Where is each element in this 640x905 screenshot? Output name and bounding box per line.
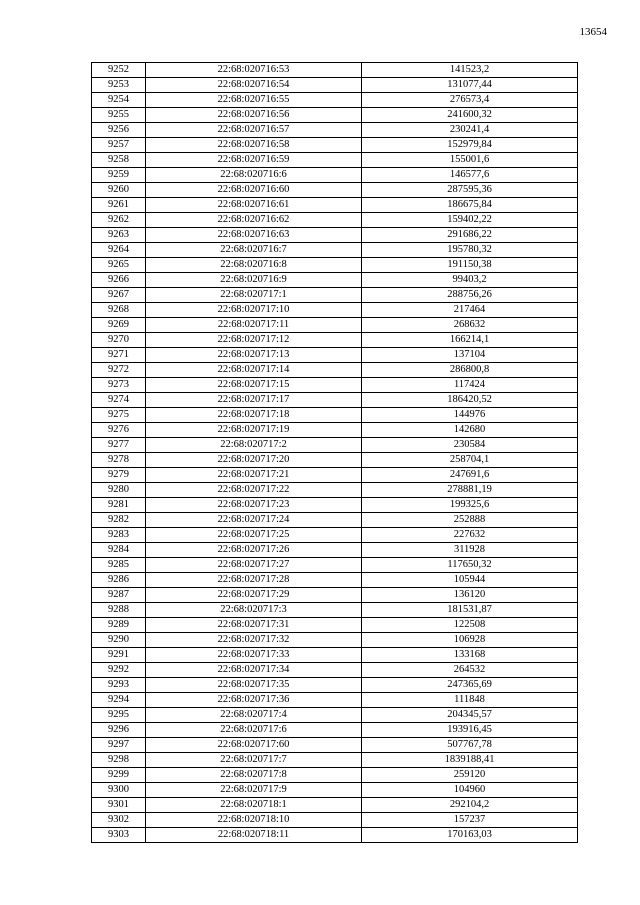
row-number-cell: 9287 bbox=[92, 588, 146, 603]
row-number-cell: 9300 bbox=[92, 783, 146, 798]
table-row bbox=[92, 618, 578, 633]
cadastral-value-cell: 291686,22 bbox=[362, 228, 578, 243]
table-row bbox=[92, 813, 578, 828]
table-row bbox=[92, 633, 578, 648]
table-row bbox=[92, 543, 578, 558]
row-number-cell: 9285 bbox=[92, 558, 146, 573]
table-row bbox=[92, 153, 578, 168]
cadastral-value-cell: 186675,84 bbox=[362, 198, 578, 213]
cadastral-number-cell: 22:68:020717:13 bbox=[146, 348, 362, 363]
table-row bbox=[92, 783, 578, 798]
table-row bbox=[92, 708, 578, 723]
cadastral-number-cell: 22:68:020717:25 bbox=[146, 528, 362, 543]
table-row bbox=[92, 423, 578, 438]
table-row bbox=[92, 258, 578, 273]
cadastral-value-cell: 252888 bbox=[362, 513, 578, 528]
table-row bbox=[92, 588, 578, 603]
row-number-cell: 9261 bbox=[92, 198, 146, 213]
row-number-cell: 9282 bbox=[92, 513, 146, 528]
cadastral-number-cell: 22:68:020716:58 bbox=[146, 138, 362, 153]
row-number-cell: 9260 bbox=[92, 183, 146, 198]
table-row bbox=[92, 363, 578, 378]
row-number-cell: 9279 bbox=[92, 468, 146, 483]
cadastral-value-cell: 1839188,41 bbox=[362, 753, 578, 768]
table-row bbox=[92, 513, 578, 528]
table-row bbox=[92, 558, 578, 573]
row-number-cell: 9254 bbox=[92, 93, 146, 108]
cadastral-value-cell: 287595,36 bbox=[362, 183, 578, 198]
cadastral-number-cell: 22:68:020716:7 bbox=[146, 243, 362, 258]
cadastral-number-cell: 22:68:020716:56 bbox=[146, 108, 362, 123]
row-number-cell: 9276 bbox=[92, 423, 146, 438]
cadastral-value-cell: 170163,03 bbox=[362, 828, 578, 843]
row-number-cell: 9271 bbox=[92, 348, 146, 363]
row-number-cell: 9283 bbox=[92, 528, 146, 543]
table-row bbox=[92, 663, 578, 678]
cadastral-value-cell: 142680 bbox=[362, 423, 578, 438]
cadastral-value-cell: 191150,38 bbox=[362, 258, 578, 273]
cadastral-value-cell: 104960 bbox=[362, 783, 578, 798]
cadastral-number-cell: 22:68:020717:7 bbox=[146, 753, 362, 768]
table-row bbox=[92, 183, 578, 198]
row-number-cell: 9267 bbox=[92, 288, 146, 303]
cadastral-number-cell: 22:68:020717:26 bbox=[146, 543, 362, 558]
row-number-cell: 9296 bbox=[92, 723, 146, 738]
cadastral-number-cell: 22:68:020717:28 bbox=[146, 573, 362, 588]
cadastral-value-cell: 133168 bbox=[362, 648, 578, 663]
cadastral-value-cell: 136120 bbox=[362, 588, 578, 603]
row-number-cell: 9256 bbox=[92, 123, 146, 138]
row-number-cell: 9278 bbox=[92, 453, 146, 468]
cadastral-value-cell: 247365,69 bbox=[362, 678, 578, 693]
table-row bbox=[92, 273, 578, 288]
table-row bbox=[92, 603, 578, 618]
row-number-cell: 9293 bbox=[92, 678, 146, 693]
row-number-cell: 9253 bbox=[92, 78, 146, 93]
row-number-cell: 9295 bbox=[92, 708, 146, 723]
row-number-cell: 9299 bbox=[92, 768, 146, 783]
table-row bbox=[92, 228, 578, 243]
table-row bbox=[92, 438, 578, 453]
cadastral-number-cell: 22:68:020716:59 bbox=[146, 153, 362, 168]
cadastral-number-cell: 22:68:020717:6 bbox=[146, 723, 362, 738]
table-row bbox=[92, 468, 578, 483]
cadastral-value-cell: 105944 bbox=[362, 573, 578, 588]
cadastral-value-cell: 159402,22 bbox=[362, 213, 578, 228]
cadastral-value-cell: 247691,6 bbox=[362, 468, 578, 483]
row-number-cell: 9258 bbox=[92, 153, 146, 168]
row-number-cell: 9277 bbox=[92, 438, 146, 453]
row-number-cell: 9288 bbox=[92, 603, 146, 618]
cadastral-value-cell: 288756,26 bbox=[362, 288, 578, 303]
table-row bbox=[92, 138, 578, 153]
row-number-cell: 9274 bbox=[92, 393, 146, 408]
row-number-cell: 9303 bbox=[92, 828, 146, 843]
cadastral-number-cell: 22:68:020717:12 bbox=[146, 333, 362, 348]
row-number-cell: 9281 bbox=[92, 498, 146, 513]
table-row bbox=[92, 753, 578, 768]
cadastral-number-cell: 22:68:020717:32 bbox=[146, 633, 362, 648]
cadastral-number-cell: 22:68:020718:10 bbox=[146, 813, 362, 828]
row-number-cell: 9272 bbox=[92, 363, 146, 378]
table-row bbox=[92, 768, 578, 783]
cadastral-number-cell: 22:68:020717:1 bbox=[146, 288, 362, 303]
row-number-cell: 9275 bbox=[92, 408, 146, 423]
cadastral-number-cell: 22:68:020717:27 bbox=[146, 558, 362, 573]
table-row bbox=[92, 528, 578, 543]
cadastral-value-cell: 230241,4 bbox=[362, 123, 578, 138]
table-row bbox=[92, 678, 578, 693]
cadastral-value-cell: 155001,6 bbox=[362, 153, 578, 168]
cadastral-value-cell: 278881,19 bbox=[362, 483, 578, 498]
row-number-cell: 9259 bbox=[92, 168, 146, 183]
table-row bbox=[92, 483, 578, 498]
table-row bbox=[92, 828, 578, 843]
row-number-cell: 9270 bbox=[92, 333, 146, 348]
table-row bbox=[92, 123, 578, 138]
cadastral-number-cell: 22:68:020716:53 bbox=[146, 63, 362, 78]
table-row bbox=[92, 78, 578, 93]
table-row bbox=[92, 213, 578, 228]
cadastral-number-cell: 22:68:020717:15 bbox=[146, 378, 362, 393]
table-row bbox=[92, 723, 578, 738]
row-number-cell: 9273 bbox=[92, 378, 146, 393]
table-row bbox=[92, 408, 578, 423]
cadastral-value-cell: 204345,57 bbox=[362, 708, 578, 723]
cadastral-number-cell: 22:68:020717:29 bbox=[146, 588, 362, 603]
table-row bbox=[92, 693, 578, 708]
page-number: 13654 bbox=[579, 26, 607, 38]
cadastral-number-cell: 22:68:020716:60 bbox=[146, 183, 362, 198]
row-number-cell: 9262 bbox=[92, 213, 146, 228]
cadastral-value-cell: 227632 bbox=[362, 528, 578, 543]
cadastral-value-cell: 199325,6 bbox=[362, 498, 578, 513]
row-number-cell: 9291 bbox=[92, 648, 146, 663]
table-row bbox=[92, 243, 578, 258]
cadastral-number-cell: 22:68:020717:17 bbox=[146, 393, 362, 408]
cadastral-value-cell: 111848 bbox=[362, 693, 578, 708]
cadastral-number-cell: 22:68:020718:1 bbox=[146, 798, 362, 813]
cadastral-value-cell: 268632 bbox=[362, 318, 578, 333]
cadastral-value-cell: 137104 bbox=[362, 348, 578, 363]
cadastral-number-cell: 22:68:020716:57 bbox=[146, 123, 362, 138]
table-row bbox=[92, 318, 578, 333]
cadastral-number-cell: 22:68:020717:18 bbox=[146, 408, 362, 423]
table-row bbox=[92, 738, 578, 753]
cadastral-value-cell: 186420,52 bbox=[362, 393, 578, 408]
cadastral-number-cell: 22:68:020717:10 bbox=[146, 303, 362, 318]
cadastral-value-cell: 157237 bbox=[362, 813, 578, 828]
table-row bbox=[92, 348, 578, 363]
cadastral-value-cell: 141523,2 bbox=[362, 63, 578, 78]
cadastral-value-cell: 507767,78 bbox=[362, 738, 578, 753]
cadastral-number-cell: 22:68:020717:19 bbox=[146, 423, 362, 438]
cadastral-number-cell: 22:68:020717:22 bbox=[146, 483, 362, 498]
cadastral-number-cell: 22:68:020717:21 bbox=[146, 468, 362, 483]
cadastral-value-cell: 276573,4 bbox=[362, 93, 578, 108]
table-row bbox=[92, 63, 578, 78]
cadastral-number-cell: 22:68:020717:11 bbox=[146, 318, 362, 333]
cadastral-value-cell: 144976 bbox=[362, 408, 578, 423]
table-row bbox=[92, 648, 578, 663]
cadastral-value-cell: 131077,44 bbox=[362, 78, 578, 93]
cadastral-number-cell: 22:68:020717:35 bbox=[146, 678, 362, 693]
row-number-cell: 9298 bbox=[92, 753, 146, 768]
cadastral-value-cell: 311928 bbox=[362, 543, 578, 558]
cadastral-value-cell: 258704,1 bbox=[362, 453, 578, 468]
table-row bbox=[92, 378, 578, 393]
cadastral-value-cell: 264532 bbox=[362, 663, 578, 678]
table-row bbox=[92, 573, 578, 588]
cadastral-value-cell: 166214,1 bbox=[362, 333, 578, 348]
cadastral-value-cell: 195780,32 bbox=[362, 243, 578, 258]
cadastral-number-cell: 22:68:020717:2 bbox=[146, 438, 362, 453]
table-row bbox=[92, 303, 578, 318]
cadastral-number-cell: 22:68:020717:20 bbox=[146, 453, 362, 468]
cadastral-value-cell: 241600,32 bbox=[362, 108, 578, 123]
row-number-cell: 9286 bbox=[92, 573, 146, 588]
cadastral-number-cell: 22:68:020717:31 bbox=[146, 618, 362, 633]
table-row bbox=[92, 798, 578, 813]
cadastral-value-cell: 122508 bbox=[362, 618, 578, 633]
row-number-cell: 9284 bbox=[92, 543, 146, 558]
cadastral-number-cell: 22:68:020716:54 bbox=[146, 78, 362, 93]
row-number-cell: 9255 bbox=[92, 108, 146, 123]
cadastral-value-cell: 146577,6 bbox=[362, 168, 578, 183]
cadastral-value-cell: 152979,84 bbox=[362, 138, 578, 153]
table-row bbox=[92, 333, 578, 348]
cadastral-number-cell: 22:68:020717:33 bbox=[146, 648, 362, 663]
cadastral-number-cell: 22:68:020716:9 bbox=[146, 273, 362, 288]
row-number-cell: 9292 bbox=[92, 663, 146, 678]
row-number-cell: 9263 bbox=[92, 228, 146, 243]
cadastral-number-cell: 22:68:020716:55 bbox=[146, 93, 362, 108]
row-number-cell: 9302 bbox=[92, 813, 146, 828]
cadastral-number-cell: 22:68:020717:8 bbox=[146, 768, 362, 783]
cadastral-number-cell: 22:68:020716:63 bbox=[146, 228, 362, 243]
cadastral-value-cell: 217464 bbox=[362, 303, 578, 318]
row-number-cell: 9266 bbox=[92, 273, 146, 288]
cadastral-value-cell: 286800,8 bbox=[362, 363, 578, 378]
cadastral-value-table bbox=[91, 62, 578, 843]
cadastral-value-cell: 259120 bbox=[362, 768, 578, 783]
row-number-cell: 9269 bbox=[92, 318, 146, 333]
cadastral-value-cell: 117650,32 bbox=[362, 558, 578, 573]
cadastral-number-cell: 22:68:020716:61 bbox=[146, 198, 362, 213]
cadastral-value-cell: 181531,87 bbox=[362, 603, 578, 618]
row-number-cell: 9252 bbox=[92, 63, 146, 78]
table-row bbox=[92, 198, 578, 213]
cadastral-number-cell: 22:68:020717:4 bbox=[146, 708, 362, 723]
cadastral-value-cell: 106928 bbox=[362, 633, 578, 648]
cadastral-number-cell: 22:68:020717:34 bbox=[146, 663, 362, 678]
cadastral-number-cell: 22:68:020717:24 bbox=[146, 513, 362, 528]
cadastral-value-cell: 117424 bbox=[362, 378, 578, 393]
cadastral-value-cell: 99403,2 bbox=[362, 273, 578, 288]
cadastral-number-cell: 22:68:020716:62 bbox=[146, 213, 362, 228]
cadastral-number-cell: 22:68:020717:23 bbox=[146, 498, 362, 513]
table-row bbox=[92, 108, 578, 123]
cadastral-number-cell: 22:68:020717:14 bbox=[146, 363, 362, 378]
table-row bbox=[92, 93, 578, 108]
row-number-cell: 9294 bbox=[92, 693, 146, 708]
row-number-cell: 9264 bbox=[92, 243, 146, 258]
cadastral-number-cell: 22:68:020717:36 bbox=[146, 693, 362, 708]
cadastral-number-cell: 22:68:020717:60 bbox=[146, 738, 362, 753]
table-row bbox=[92, 288, 578, 303]
cadastral-number-cell: 22:68:020717:3 bbox=[146, 603, 362, 618]
table-row bbox=[92, 168, 578, 183]
row-number-cell: 9280 bbox=[92, 483, 146, 498]
cadastral-value-cell: 193916,45 bbox=[362, 723, 578, 738]
row-number-cell: 9289 bbox=[92, 618, 146, 633]
row-number-cell: 9297 bbox=[92, 738, 146, 753]
row-number-cell: 9301 bbox=[92, 798, 146, 813]
cadastral-value-cell: 230584 bbox=[362, 438, 578, 453]
cadastral-number-cell: 22:68:020718:11 bbox=[146, 828, 362, 843]
cadastral-number-cell: 22:68:020716:8 bbox=[146, 258, 362, 273]
table-row bbox=[92, 453, 578, 468]
row-number-cell: 9257 bbox=[92, 138, 146, 153]
cadastral-value-cell: 292104,2 bbox=[362, 798, 578, 813]
row-number-cell: 9265 bbox=[92, 258, 146, 273]
cadastral-number-cell: 22:68:020716:6 bbox=[146, 168, 362, 183]
row-number-cell: 9290 bbox=[92, 633, 146, 648]
row-number-cell: 9268 bbox=[92, 303, 146, 318]
cadastral-number-cell: 22:68:020717:9 bbox=[146, 783, 362, 798]
table-row bbox=[92, 393, 578, 408]
table-body bbox=[92, 63, 578, 843]
table-row bbox=[92, 498, 578, 513]
